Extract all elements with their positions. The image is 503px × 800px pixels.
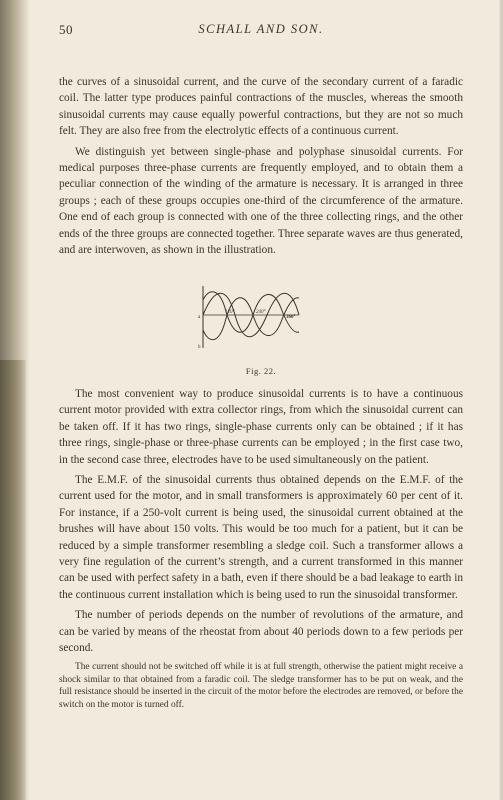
page-edge xyxy=(499,0,503,800)
page-stain xyxy=(0,360,26,800)
text-block-bottom xyxy=(59,386,463,661)
paragraph: The E.M.F. of the sinusoidal currents thus obtained depends on the E.M.F. of the current used for the motor, and in small transformers is approximately 60 per cent of it. For instance, if a 250-volt current is being used, the sinusoidal current obtained at the brushes will have about 150 volts. This would be too much for a patient, but it can be reduced by a simple transformer resembling a sledge coil. Such a transformer allows a very fine regulation of the current’s strength, and a current transformed in this manner can be used with perfect safety in a bath, even if there should be a bad leakage to earth in the continuous current installation which is being used to run the sinusoidal transformer. xyxy=(59,474,463,601)
three-phase-wave-figure xyxy=(195,282,307,352)
figure-label-240: 240° xyxy=(256,310,266,315)
running-head: SCHALL AND SON. xyxy=(198,22,324,36)
paragraph: The most convenient way to produce sinusoidal currents is to have a continuous current motor provided with extra collector rings, from which the sinusoidal current can be taken off. If it has two rings, single-phase currents only can be obtained ; if it has three rings, single-phase or three-phase currents can be employed ; in the first case two, in the second case three, electrodes have to be used simultaneously on the patient. xyxy=(59,388,463,466)
sine-wave-diagram xyxy=(195,282,307,352)
figure-label-b: b xyxy=(198,345,201,350)
paragraph: We distinguish yet between single-phase and polyphase sinusoidal currents. For medical purposes three-phase currents are frequently employed, and to obtain them a peculiar connection of the winding of the armature is necessary. It is arranged in three groups ; each of these groups occupies one-third of the circumference of the armature. One end of each group is connected with one of the three collecting rings, and the other ends of the three groups are connected together. Three separate waves are thus generated, and are interwoven, as shown in the illustration. xyxy=(59,145,463,257)
footnote xyxy=(59,661,463,711)
figure-caption: Fig. 22. xyxy=(245,366,277,376)
footnote-text: The current should not be switched off while it is at full strength, otherwise the patient might receive a shock similar to that obtained from a faradic coil. The sledge transformer has to be put on weak, and the full resistance should be inserted in the circuit of the motor before the electrodes are removed, or before the switch on the motor is turned off. xyxy=(59,662,463,710)
paragraph: the curves of a sinusoidal current, and the curve of the secondary current of a faradic coil. The latter type produces painful contractions of the muscles, whereas the smooth sinusoidal currents may cause equally powerful contractions, but they are not so much felt. They are also free from the electrolytic effects of a continuous current. xyxy=(59,76,463,138)
page-number: 50 xyxy=(59,22,73,37)
wave-phase-2 xyxy=(203,298,299,340)
page-header xyxy=(59,22,463,40)
paragraph: The number of periods depends on the number of revolutions of the armature, and can be varied by means of the rheostat from about 40 periods down to a few periods per second. xyxy=(59,609,463,655)
figure-label-a: a xyxy=(198,315,201,320)
figure-label-360: 360° xyxy=(286,315,296,320)
figure-label-120: 120° xyxy=(225,310,235,315)
text-block-top xyxy=(59,74,463,262)
